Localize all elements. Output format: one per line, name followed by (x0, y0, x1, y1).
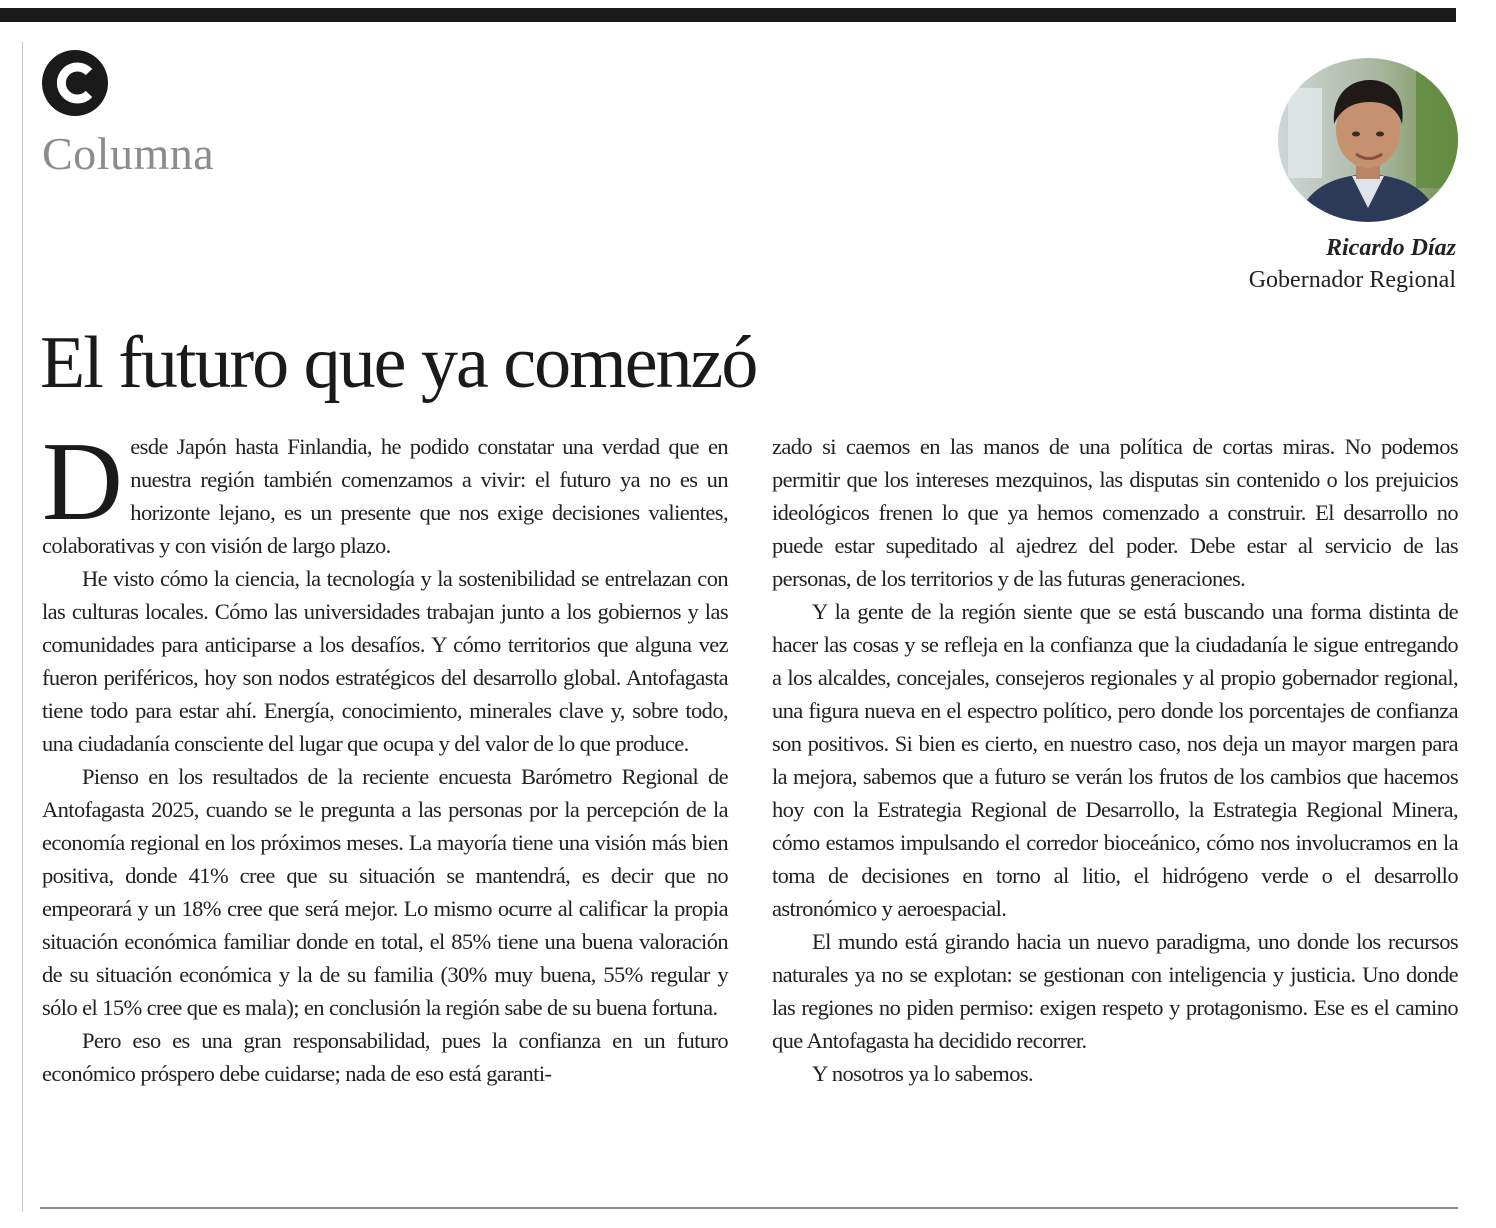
author-name: Ricardo Díaz (1325, 235, 1456, 261)
article-paragraph: Desde Japón hasta Finlandia, he podido constatar una verdad que en nuestra región también comenzamos a vivir: el futuro ya no es un horizonte lejano, es un presente que nos exige decisiones valientes, colaborativas y con visión de largo plazo. (42, 420, 728, 558)
article-paragraph: Y la gente de la región siente que se está buscando una forma distinta de hacer las cosas y se refleja en la confianza que la ciudadanía le sigue entregando a los alcaldes, concejales, consejeros regionales y al propio gobernador regional, una figura nueva en el espectro político, pero donde los porcentajes de confianza son positivos. Si bien es cierto, en nuestro caso, nos deja un mayor margen para la mejora, sabemos que a futuro se verán los frutos de los cambios que hacemos hoy con la Estrategia Regional de Desarrollo, la Estrategia Regional Minera, cómo estamos impulsando el corredor bioceánico, cómo nos involucramos en la toma de decisiones en torno al litio, el hidrógeno verde o el desarrollo astronómico y aeroespacial. (772, 599, 1458, 921)
article-paragraph: zado si caemos en las manos de una política de cortas miras. No podemos permitir que los intereses mezquinos, las disputas sin contenido o los prejuicios ideológicos frenen lo que ya hemos comenzado a construir. El desarrollo no puede estar supeditado al ajedrez del poder. Debe estar al servicio de las personas, de los territorios y de las futuras generaciones. (772, 434, 1458, 591)
article-paragraph: Pienso en los resultados de la reciente encuesta Barómetro Regional de Antofagasta 2025, cuando se le pregunta a las personas por la percepción de la economía regional en los próximos meses. La mayoría tiene una visión más bien positiva, donde 41% cree que su situación se mantendrá, es decir que no empeorará y un 18% cree que será mejor. Lo mismo ocurre al calificar la propia situación económica familiar donde en total, el 85% tiene una buena valoración de su situación económica y la de su familia (30% muy buena, 55% regular y sólo el 15% cree que es mala); en conclusión la región sabe de su buena fortuna. (42, 764, 728, 1020)
article-paragraph: Pero eso es una gran responsabilidad, pues la confianza en un futuro económico próspero debe cuidarse; nada de eso está garanti- (42, 1028, 728, 1086)
article-paragraph: Y nosotros ya lo sabemos. (812, 1061, 1034, 1086)
left-column-rule (22, 42, 23, 1212)
drop-cap: D (42, 420, 123, 544)
top-rule (0, 8, 1456, 22)
author-photo (1278, 58, 1458, 222)
article-paragraph: El mundo está girando hacia un nuevo paradigma, uno donde los recursos naturales ya no se explotan: se gestionan con inteligencia y justicia. Uno donde las regiones no piden permiso: exigen respeto y protagonismo. Ese es el camino que Antofagasta ha decidido recorrer. (772, 929, 1458, 1053)
column-logo (42, 50, 108, 116)
article-headline: El futuro que ya comenzó (40, 322, 757, 404)
author-role: Gobernador Regional (1248, 267, 1456, 293)
article-column-left (42, 420, 728, 1090)
article-column-right (772, 430, 1458, 1090)
article-paragraph: He visto cómo la ciencia, la tecnología y la sostenibilidad se entrelazan con las culturas locales. Cómo las universidades trabajan junto a los gobiernos y las comunidades para anticiparse a los desafíos. Y cómo territorios que alguna vez fueron periféricos, hoy son nodos estratégicos del desarrollo global. Antofagasta tiene todo para estar ahí. Energía, conocimiento, minerales clave y, sobre todo, una ciudadanía consciente del lugar que ocupa y del valor de lo que produce. (42, 566, 728, 756)
section-label: Columna (42, 128, 215, 179)
column-c-icon (55, 62, 95, 104)
bottom-rule (40, 1207, 1458, 1209)
